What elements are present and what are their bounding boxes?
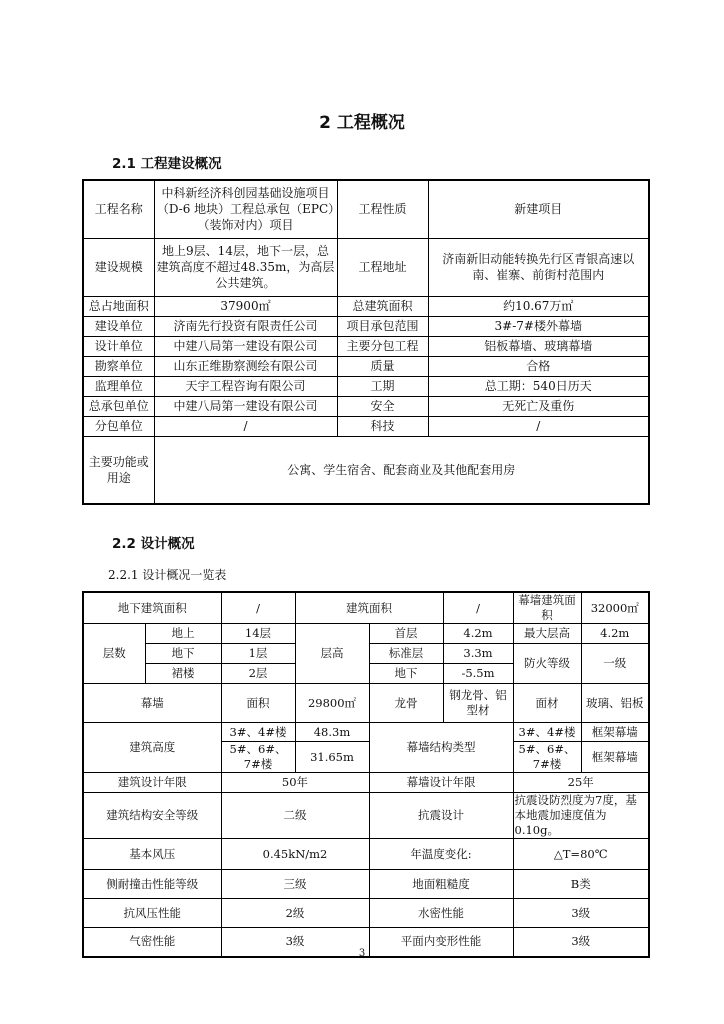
cell: 14层 (221, 624, 295, 644)
cell: 3.3m (443, 644, 513, 664)
cell-value: 总工期：540日历天 (428, 376, 649, 396)
cell: 层数 (83, 624, 145, 684)
cell: 4.2m (443, 624, 513, 644)
cell-value: 约10.67万㎡ (428, 296, 649, 316)
cell: 5#、6#、7#楼 (513, 742, 581, 773)
cell-label: 分包单位 (83, 416, 154, 436)
design-overview-table (82, 591, 650, 958)
cell: 32000㎡ (581, 592, 649, 624)
cell: 玻璃、铝板 (581, 684, 649, 723)
table-row (83, 296, 649, 316)
cell: 2层 (221, 664, 295, 684)
cell: 面材 (513, 684, 581, 723)
cell: 基本风压 (83, 839, 221, 870)
cell: 1层 (221, 644, 295, 664)
cell-label: 总建筑面积 (337, 296, 428, 316)
cell-label: 质量 (337, 356, 428, 376)
cell-label: 工程地址 (337, 238, 428, 296)
cell: 幕墙 (83, 684, 221, 723)
cell-label: 设计单位 (83, 336, 154, 356)
cell: / (443, 592, 513, 624)
cell: 48.3m (295, 723, 369, 742)
cell-label: 总占地面积 (83, 296, 154, 316)
cell: 建筑面积 (295, 592, 443, 624)
cell: 三级 (221, 870, 369, 899)
cell-value: 山东正维勘察测绘有限公司 (154, 356, 337, 376)
cell: 抗震设防烈度为7度，基本地震加速度值为0.10g。 (513, 793, 649, 839)
cell: 地下建筑面积 (83, 592, 221, 624)
cell-value: 37900㎡ (154, 296, 337, 316)
table-row (83, 416, 649, 436)
subsection-heading: 2.2.1 设计概况一览表 (108, 568, 227, 582)
cell: 地面粗糙度 (369, 870, 513, 899)
cell-label: 建设单位 (83, 316, 154, 336)
cell-value: 中建八局第一建设有限公司 (154, 396, 337, 416)
cell: 3级 (513, 899, 649, 928)
cell: 31.65m (295, 742, 369, 773)
table-row (83, 396, 649, 416)
cell-value: 3#-7#楼外幕墙 (428, 316, 649, 336)
cell: 地上 (145, 624, 221, 644)
cell-label: 主要功能或用途 (83, 436, 154, 504)
cell-value: 中科新经济科创园基础设施项目（D-6 地块）工程总承包（EPC）（装饰对内）项目 (154, 180, 337, 238)
section-heading-overview: 2.1 工程建设概况 (112, 156, 222, 172)
table-row (83, 336, 649, 356)
cell: 标准层 (369, 644, 443, 664)
cell-label: 科技 (337, 416, 428, 436)
cell: 地下 (369, 664, 443, 684)
cell: 抗震设计 (369, 793, 513, 839)
cell: B类 (513, 870, 649, 899)
cell: 一级 (581, 644, 649, 684)
cell: 3#、4#楼 (513, 723, 581, 742)
cell-label: 项目承包范围 (337, 316, 428, 336)
cell-value: 铝板幕墙、玻璃幕墙 (428, 336, 649, 356)
cell: 钢龙骨、铝型材 (443, 684, 513, 723)
table-row (83, 436, 649, 504)
cell: 面积 (221, 684, 295, 723)
page-number: 3 (358, 948, 366, 959)
cell: 二级 (221, 793, 369, 839)
cell-label: 监理单位 (83, 376, 154, 396)
project-overview-table (82, 179, 650, 505)
cell-label: 安全 (337, 396, 428, 416)
cell: 框架幕墙 (581, 723, 649, 742)
cell: 龙骨 (369, 684, 443, 723)
cell-label: 工程名称 (83, 180, 154, 238)
cell: 25年 (513, 773, 649, 793)
cell: 建筑结构安全等级 (83, 793, 221, 839)
cell: 幕墙结构类型 (369, 723, 513, 773)
cell: 幕墙建筑面积 (513, 592, 581, 624)
cell-value: 无死亡及重伤 (428, 396, 649, 416)
cell: 首层 (369, 624, 443, 644)
cell: 气密性能 (83, 928, 221, 957)
cell-label: 工期 (337, 376, 428, 396)
cell: 平面内变形性能 (369, 928, 513, 957)
cell-value: 合格 (428, 356, 649, 376)
cell-value: 中建八局第一建设有限公司 (154, 336, 337, 356)
cell: 2级 (221, 899, 369, 928)
cell-value: / (428, 416, 649, 436)
cell: 0.45kN/m2 (221, 839, 369, 870)
cell-value: 新建项目 (428, 180, 649, 238)
cell: 3级 (221, 928, 369, 957)
cell: 建筑设计年限 (83, 773, 221, 793)
cell: 水密性能 (369, 899, 513, 928)
cell: 最大层高 (513, 624, 581, 644)
cell-value: 济南新旧动能转换先行区青银高速以南、崔寨、前街村范围内 (428, 238, 649, 296)
table-row (83, 376, 649, 396)
cell: 50年 (221, 773, 369, 793)
cell: △T=80℃ (513, 839, 649, 870)
cell: 年温度变化: (369, 839, 513, 870)
cell-label: 建设规模 (83, 238, 154, 296)
cell: 幕墙设计年限 (369, 773, 513, 793)
cell-label: 总承包单位 (83, 396, 154, 416)
cell: 4.2m (581, 624, 649, 644)
section-heading-design: 2.2 设计概况 (112, 536, 195, 552)
cell: 侧耐撞击性能等级 (83, 870, 221, 899)
cell: 层高 (295, 624, 369, 684)
cell: / (221, 592, 295, 624)
table-row (83, 356, 649, 376)
table-row (83, 180, 649, 238)
cell: 3级 (513, 928, 649, 957)
cell-value: / (154, 416, 337, 436)
cell: 框架幕墙 (581, 742, 649, 773)
cell-label: 工程性质 (337, 180, 428, 238)
table-row (83, 238, 649, 296)
cell-value: 公寓、学生宿舍、配套商业及其他配套用房 (154, 436, 649, 504)
cell: 抗风压性能 (83, 899, 221, 928)
cell: 建筑高度 (83, 723, 221, 773)
cell: 地下 (145, 644, 221, 664)
cell-label: 勘察单位 (83, 356, 154, 376)
cell: 3#、4#楼 (221, 723, 295, 742)
cell-value: 地上9层、14层，地下一层，总建筑高度不超过48.35m，为高层公共建筑。 (154, 238, 337, 296)
cell: 裙楼 (145, 664, 221, 684)
cell-value: 济南先行投资有限责任公司 (154, 316, 337, 336)
cell-label: 主要分包工程 (337, 336, 428, 356)
cell: -5.5m (443, 664, 513, 684)
cell: 29800㎡ (295, 684, 369, 723)
page-title: 2 工程概况 (319, 113, 405, 133)
cell: 防火等级 (513, 644, 581, 684)
cell: 5#、6#、7#楼 (221, 742, 295, 773)
table-row (83, 316, 649, 336)
cell-value: 天宇工程咨询有限公司 (154, 376, 337, 396)
